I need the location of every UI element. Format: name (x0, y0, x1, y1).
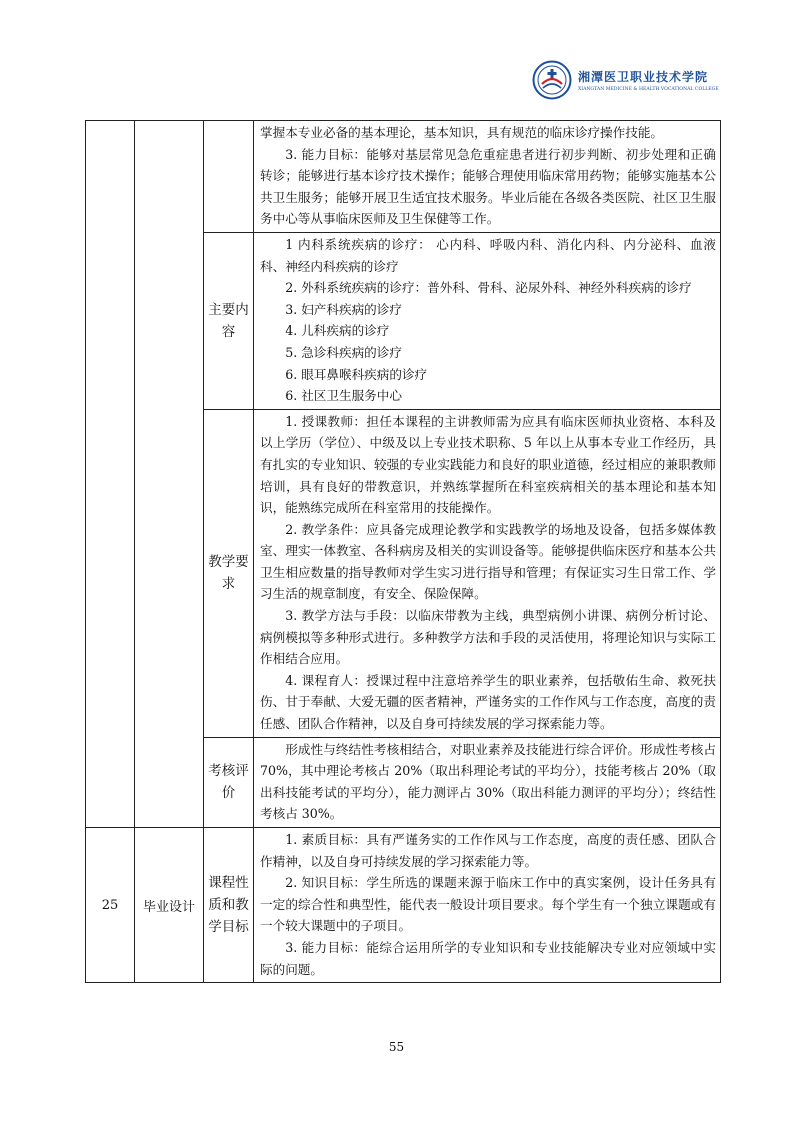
content-cell (254, 232, 721, 409)
course-table (85, 120, 721, 983)
list-item: 2. 外科系统疾病的诊疗：普外科、骨科、泌尿外科、神经外科疾病的诊疗 (285, 280, 692, 296)
course-number-cell (86, 828, 135, 983)
list-item: 4. 课程育人：授课过程中注意培养学生的职业素养，包括敬佑生命、救死扶伤、甘于奉献、大爱无疆的医者精神，严谨务实的工作作风与工作态度，高度的责任感、团队合作精神，以及自身可持续发展的学习探索能力等。 (260, 672, 716, 732)
requirements-label: 教学要求 (208, 554, 249, 593)
course-name-cell (135, 828, 204, 983)
school-emblem-icon (532, 60, 572, 100)
objectives-cell (254, 121, 721, 233)
course-number: 25 (101, 897, 119, 913)
list-item: 4. 儿科疾病的诊疗 (285, 323, 390, 339)
assessment-text: 形成性与终结性考核相结合，对职业素养及技能进行综合评价。形成性考核占 70%，其中理论考核占 20%（取出科理论考试的平均分），技能考核占 20%（取出科技能考试的平均分），能力测评占 30%（取出科能力测评的平均分）；终结性考核占 30%。 (260, 741, 716, 822)
list-item: 3. 教学方法与手段：以临床带教为主线，典型病例小讲课、病例分析讨论、病例模拟等多种形式进行。多种教学方法和手段的灵活使用，将理论知识与实际工作相结合应用。 (260, 608, 716, 667)
objectives-label: 课程性质和教学目标 (208, 875, 249, 936)
list-item: 3. 能力目标：能综合运用所学的专业知识和专业技能解决专业对应领域中实际的问题。 (260, 939, 716, 977)
course-name: 毕业设计 (142, 899, 195, 915)
list-item: 2. 知识目标：学生所选的课题来源于临床工作中的真实案例，设计任务具有一定的综合性和典型性，能代表一般设计项目要求。每个学生有一个独立课题或有一个较大课题中的子项目。 (260, 875, 716, 934)
list-item: 2. 教学条件：应具备完成理论教学和实践教学的场地及设备，包括多媒体教室、理实一体教室、各科病房及相关的实训设备等。能够提供临床医疗和基本公共卫生相应数量的指导教师对学生实习进行指导和管理；有保证实习生日常工作、学习生活的规章制度，有安全、保险保障。 (260, 521, 716, 602)
section-label-cell (204, 737, 254, 827)
course-number-cell (86, 121, 135, 828)
objectives-line: 3. 能力目标：能够对基层常见急危重症患者进行初步判断、初步处理和正确转诊；能够进行基本诊疗技术操作；能够合理使用临床常用药物；能够实施基本公共卫生服务；能够开展卫生适宜技术服务。毕业后能在各级各类医院、社区卫生服务中心等从事临床医师及卫生保健等工作。 (260, 146, 716, 227)
page-number: 55 (388, 1040, 405, 1054)
assessment-cell (254, 737, 721, 827)
list-item: 1 内科系统疾病的诊疗： 心内科、呼吸内科、消化内科、内分泌科、血液科、神经内科疾病的诊疗 (260, 236, 716, 274)
objectives-line: 掌握本专业必备的基本理论，基本知识，具有规范的临床诊疗操作技能。 (260, 125, 663, 140)
requirements-cell (254, 409, 721, 737)
list-item: 6. 眼耳鼻喉科疾病的诊疗 (285, 366, 428, 382)
section-label-cell (204, 828, 254, 983)
list-item: 3. 妇产科疾病的诊疗 (285, 301, 402, 317)
design-objectives-cell (254, 828, 721, 983)
section-label-cell (204, 232, 254, 409)
school-name-en: XIANGTAN MEDICINE & HEALTH VOCATIONAL COLLEGE (578, 87, 719, 92)
table-row (86, 121, 721, 233)
section-label-cell (204, 409, 254, 737)
course-name-cell (135, 121, 204, 828)
school-name-cn: 湘潭医卫职业技术学院 (578, 70, 709, 84)
list-item: 6. 社区卫生服务中心 (285, 388, 402, 404)
list-item: 1. 授课教师：担任本课程的主讲教师需为应具有临床医师执业资格、本科及以上学历（学位）、中级及以上专业技术职称、5 年以上从事本专业工作经历，具有扎实的专业知识、较强的专业实践能力和良好的职业道德，经过相应的兼职教师培训，具有良好的带教意识，并熟练掌握所在科室疾病相关的基本理论和基本知识，能熟练完成所在科室常用的技能操作。 (260, 413, 716, 516)
list-item: 5. 急诊科疾病的诊疗 (285, 344, 402, 360)
section-label-cell (204, 121, 254, 233)
list-item: 1. 素质目标：具有严谨务实的工作作风与工作态度，高度的责任感、团队合作精神，以及自身可持续发展的学习探索能力等。 (260, 832, 716, 869)
content-label: 主要内容 (208, 301, 249, 340)
assessment-label: 考核评价 (208, 763, 249, 802)
school-logo (532, 58, 719, 102)
table-row (86, 828, 721, 983)
